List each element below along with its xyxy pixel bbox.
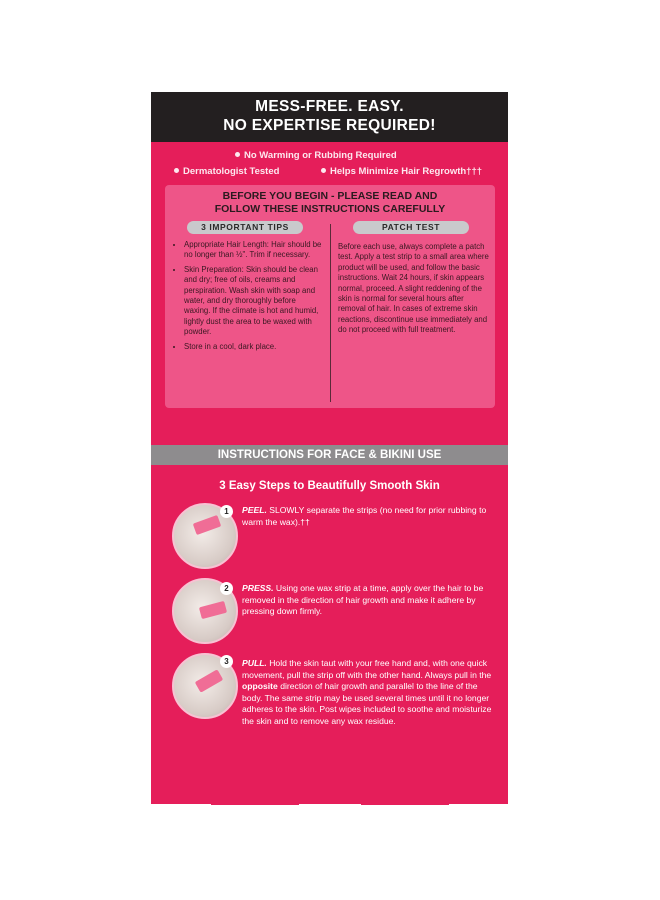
tip-storage: • Store in a cool, dark place. xyxy=(184,342,323,352)
step-peel-text: PEEL. SLOWLY separate the strips (no need for prior rubbing to warm the wax).†† xyxy=(242,505,487,527)
bullet-dermatologist: Dermatologist Tested xyxy=(174,166,279,177)
header-banner xyxy=(151,92,508,142)
header-line-1: MESS-FREE. EASY. xyxy=(255,98,404,115)
instructions-bar: INSTRUCTIONS FOR FACE & BIKINI USE xyxy=(151,445,508,465)
wax-strip-icon xyxy=(195,669,224,692)
panel-title: BEFORE YOU BEGIN - PLEASE READ AND FOLLOW THESE INSTRUCTIONS CAREFULLY xyxy=(214,190,446,215)
patch-test-text: Before each use, always complete a patch test. Apply a test strip to a small area where product will be used, and follow the basic instructions. Wait 24 hours, if skin appears normal, proceed. A slight reddening of the skin is normal for several hours after removal of hair. In cases of extreme skin reactions, discontinue use immediately and do not proceed with full treatment. xyxy=(338,242,489,335)
panel-divider xyxy=(330,224,331,402)
tips-heading: 3 IMPORTANT TIPS xyxy=(187,221,303,234)
steps-title: 3 Easy Steps to Beautifully Smooth Skin xyxy=(219,480,440,492)
bullet-dot-icon xyxy=(321,168,326,173)
step-press-text: PRESS. Using one wax strip at a time, apply over the hair to be removed in the direction of hair growth and make it adhere by pressing down firmly. xyxy=(242,583,484,617)
bullet-dot-icon xyxy=(235,152,240,157)
bullet-dot-icon xyxy=(174,168,179,173)
tip-skin-preparation: • Skin Preparation: Skin should be clean and dry; free of oils, creams and perspiration. Wash skin with soap and water, and dry thoroughly before waxing. If the climate is hot and humid, lightly dust the area to be waxed with powder. xyxy=(184,265,323,338)
bottom-tab-right xyxy=(361,795,449,805)
before-you-begin-panel xyxy=(165,185,495,408)
bullet-no-warming: No Warming or Rubbing Required xyxy=(235,150,397,161)
header-line-2: NO EXPERTISE REQUIRED! xyxy=(223,117,436,134)
tips-column xyxy=(175,240,323,356)
package-back-panel xyxy=(151,92,508,804)
bullet-regrowth: Helps Minimize Hair Regrowth††† xyxy=(321,166,482,177)
tip-hair-length: • Appropriate Hair Length: Hair should be no longer than ½". Trim if necessary. xyxy=(184,240,323,261)
bottom-tab-left xyxy=(211,795,299,805)
step-number-1: 1 xyxy=(220,505,233,518)
step-pull-text: PULL. Hold the skin taut with your free hand and, with one quick movement, pull the strip off with the other hand. Always pull in the opposite direction of hair growth and parallel to the line of the body. The same strip may be used several times until it no longer adheres to the skin. Post wipes included to soothe and moisturize the skin and to remove any wax residue. xyxy=(242,658,492,726)
bottom-tabs xyxy=(151,795,508,805)
step-number-3: 3 xyxy=(220,655,233,668)
wax-strip-icon xyxy=(193,515,222,535)
step-number-2: 2 xyxy=(220,582,233,595)
patch-test-column xyxy=(338,242,490,336)
wax-strip-icon xyxy=(199,601,227,619)
patch-test-heading: PATCH TEST xyxy=(353,221,469,234)
